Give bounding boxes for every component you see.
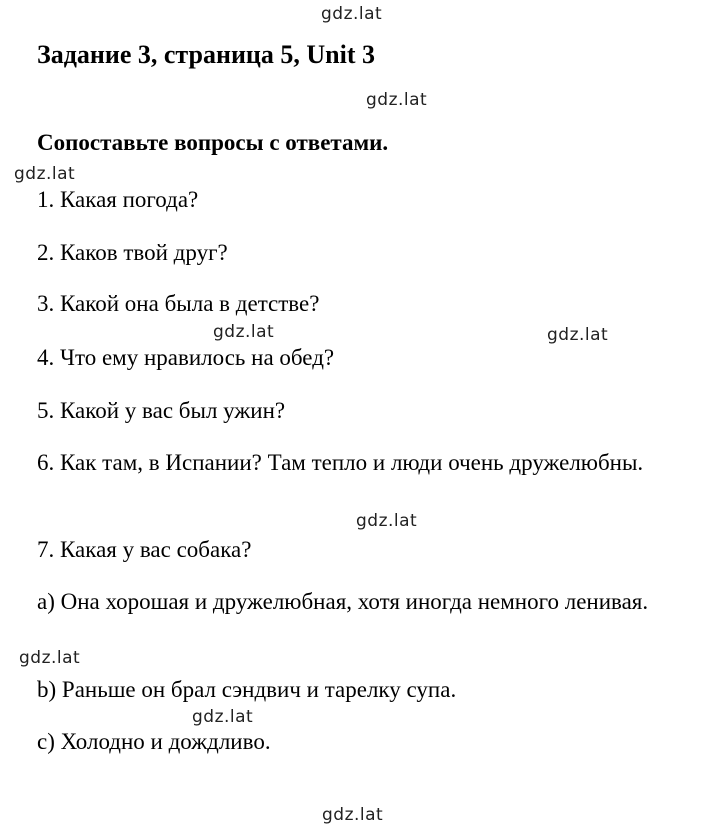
- question-item: 5. Какой у вас был ужин?: [37, 398, 286, 423]
- watermark: gdz.lat: [366, 90, 428, 110]
- question-item: 4. Что ему нравилось на обед?: [37, 345, 335, 370]
- answer-item: b) Раньше он брал сэндвич и тарелку супа.: [37, 677, 457, 702]
- question-item: 6. Как там, в Испании? Там тепло и люди очень дружелюбны.: [37, 450, 644, 475]
- answer-item: c) Холодно и дождливо.: [37, 729, 271, 754]
- question-item: 1. Какая погода?: [37, 187, 199, 212]
- watermark: gdz.lat: [322, 805, 384, 825]
- answer-item: a) Она хорошая и дружелюбная, хотя иногда немного ленивая.: [37, 589, 649, 614]
- question-item: 7. Какая у вас собака?: [37, 537, 252, 562]
- question-item: 3. Какой она была в детстве?: [37, 291, 320, 316]
- watermark: gdz.lat: [356, 511, 418, 531]
- page-title: Задание 3, страница 5, Unit 3: [37, 40, 376, 69]
- watermark: gdz.lat: [14, 164, 76, 184]
- watermark: gdz.lat: [321, 4, 383, 24]
- instruction-heading: Сопоставьте вопросы с ответами.: [37, 130, 389, 155]
- watermark: gdz.lat: [192, 707, 254, 727]
- watermark: gdz.lat: [19, 648, 81, 668]
- watermark: gdz.lat: [213, 322, 275, 342]
- watermark: gdz.lat: [547, 325, 609, 345]
- question-item: 2. Каков твой друг?: [37, 240, 228, 265]
